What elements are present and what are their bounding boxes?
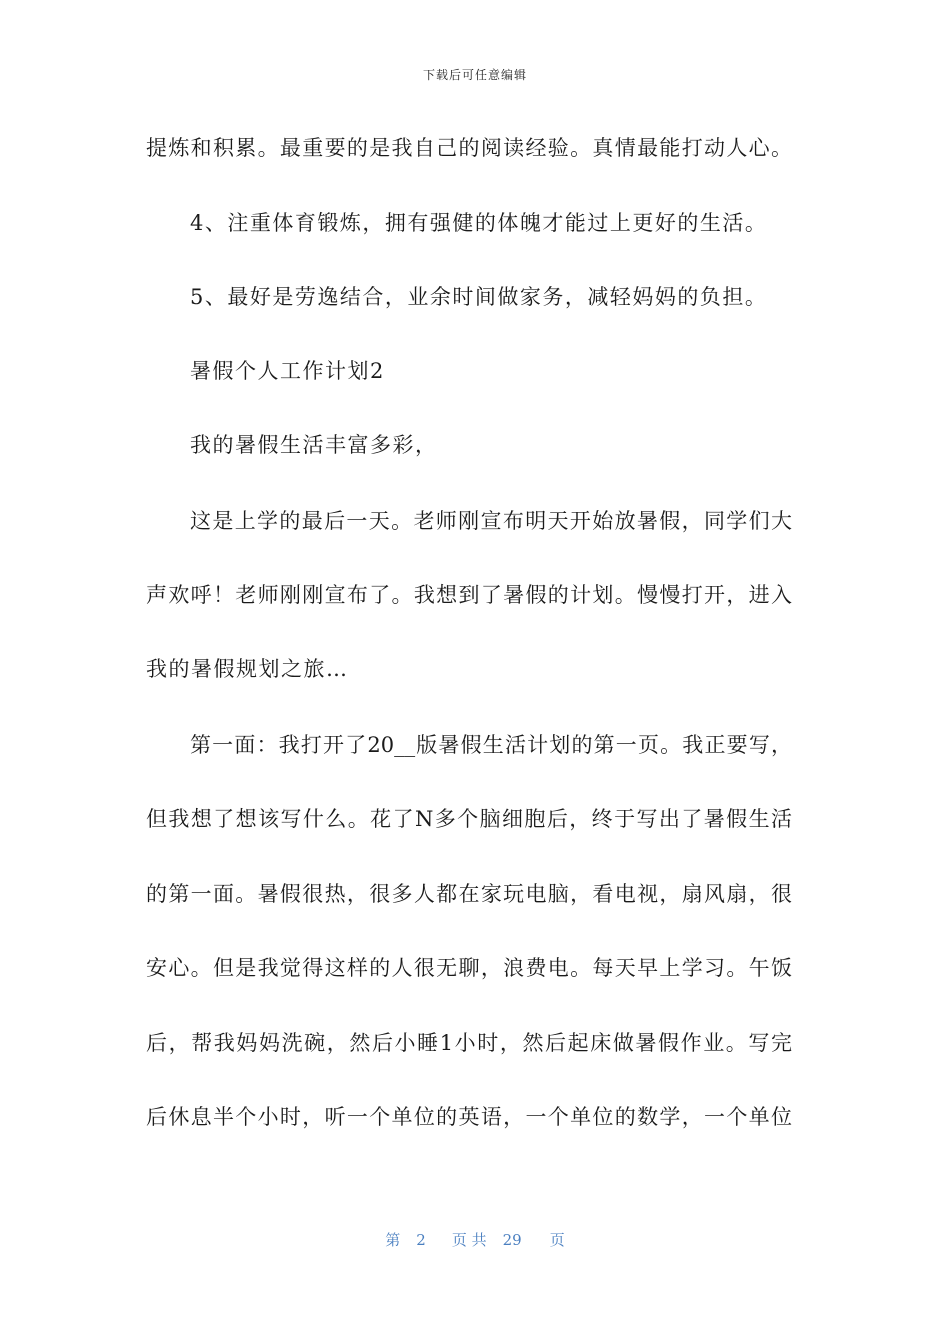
body-line: 的第一面。暑假很热，很多人都在家玩电脑，看电视，扇风扇，很 [146,882,792,906]
section-heading: 暑假个人工作计划2 [190,359,385,383]
body-line: 后，帮我妈妈洗碗，然后小睡1小时，然后起床做暑假作业。写完 [146,1031,792,1055]
body-line: 我的暑假规划之旅… [146,657,349,681]
page-header-note: 下载后可任意编辑 [422,68,527,82]
body-line: 后休息半个小时，听一个单位的英语，一个单位的数学，一个单位 [146,1105,792,1129]
footer-middle: 页 共 [451,1231,487,1249]
body-line: 提炼和积累。最重要的是我自己的阅读经验。真情最能打动人心。 [146,136,792,160]
body-line: 这是上学的最后一天。老师刚宣布明天开始放暑假，同学们大 [190,509,792,533]
body-line: 安心。但是我觉得这样的人很无聊，浪费电。每天早上学习。午饭 [146,956,792,980]
body-line: 第一面：我打开了20__版暑假生活计划的第一页。我正要写， [190,733,792,757]
body-line: 但我想了想该写什么。花了N多个脑细胞后，终于写出了暑假生活 [146,807,792,831]
body-line: 我的暑假生活丰富多彩， [190,433,438,457]
footer-prefix: 第 [385,1231,401,1249]
current-page-number: 2 [416,1231,426,1249]
body-line: 4、注重体育锻炼，拥有强健的体魄才能过上更好的生活。 [190,211,768,235]
body-line: 5、最好是劳逸结合，业余时间做家务，减轻妈妈的负担。 [190,285,768,309]
page-footer [0,1229,950,1250]
body-line: 声欢呼！老师刚刚宣布了。我想到了暑假的计划。慢慢打开，进入 [146,583,792,607]
total-page-count: 29 [502,1231,522,1249]
footer-suffix: 页 [549,1231,565,1249]
